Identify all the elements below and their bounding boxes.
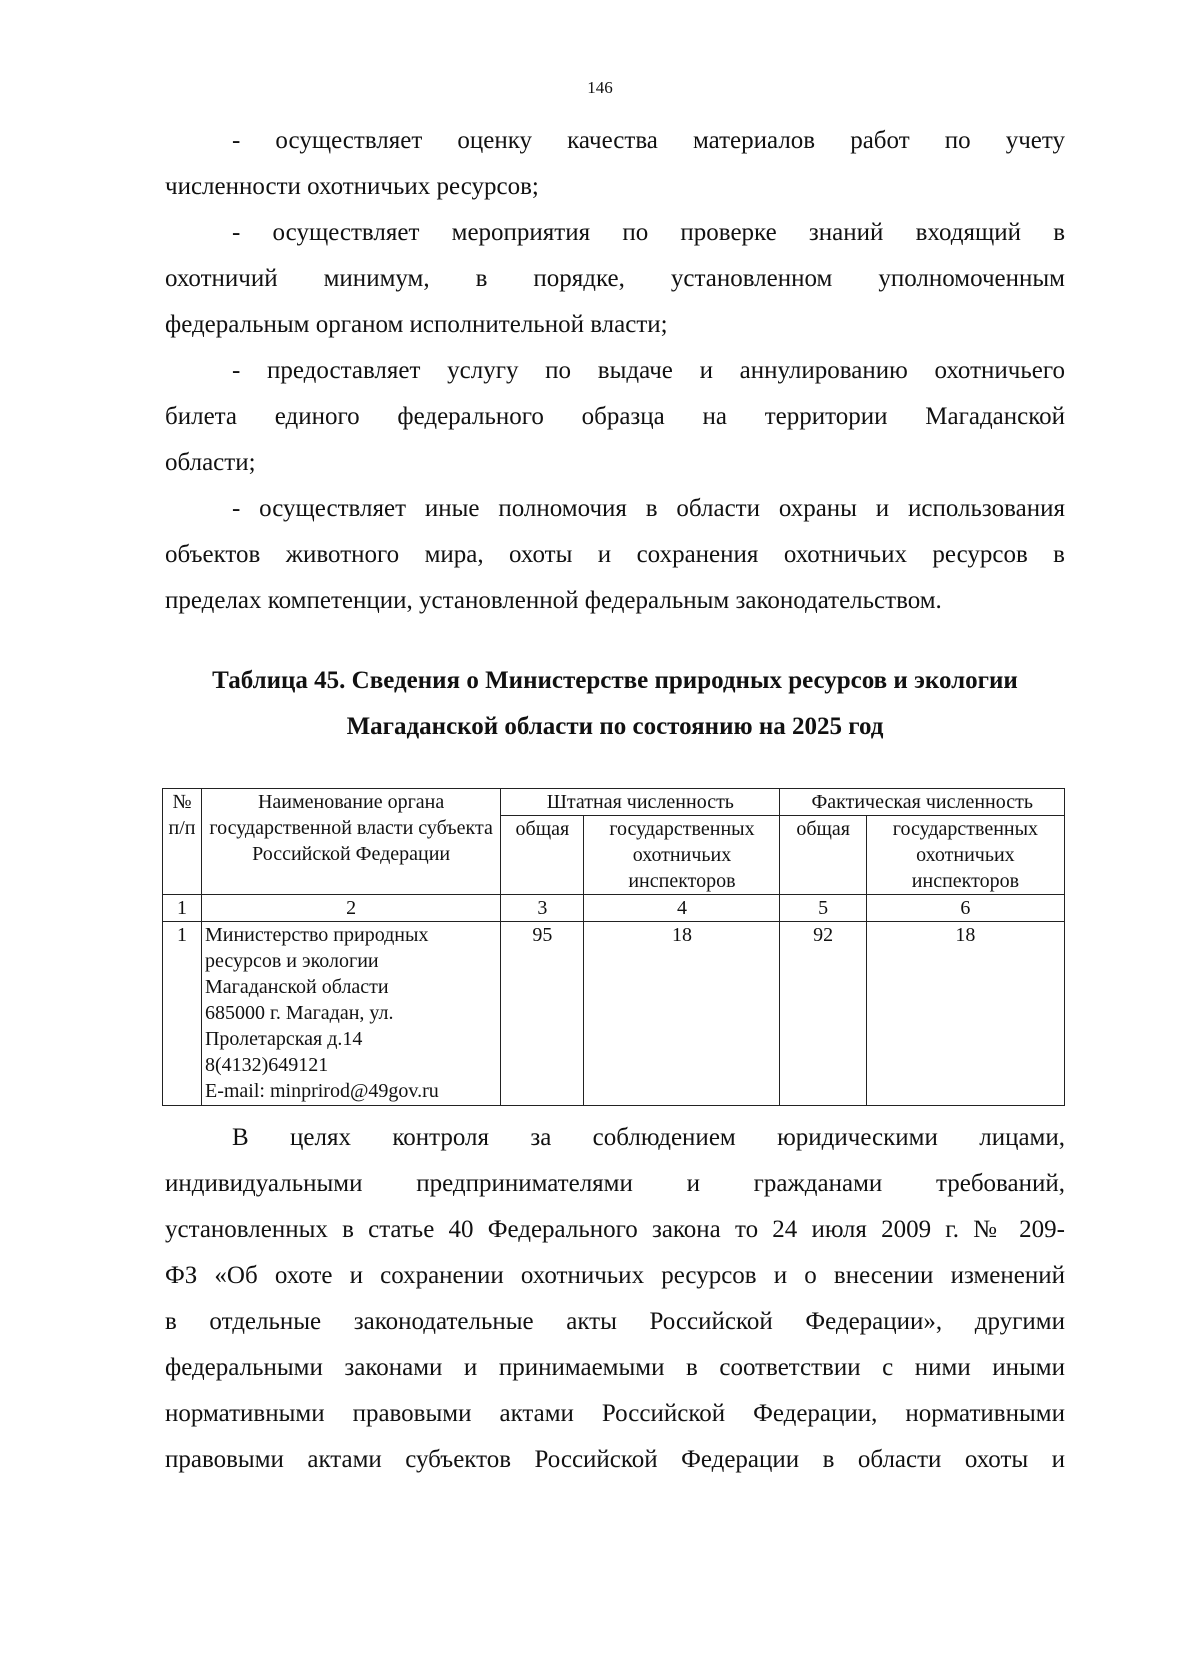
column-number: 2 xyxy=(201,895,500,922)
text-line: объектов животного мира, охоты и сохранения охотничьих ресурсов в xyxy=(165,541,1065,568)
row-name-line: Магаданской области xyxy=(204,976,389,998)
row-name xyxy=(201,922,500,1106)
paragraph-1 xyxy=(165,118,1065,210)
text-line: области; xyxy=(165,449,256,476)
paragraph-2 xyxy=(165,210,1065,348)
text-line: индивидуальными предпринимателями и гражданами требований, xyxy=(165,1170,1065,1197)
text-line: - осуществляет оценку качества материалов работ по учету xyxy=(232,127,1065,154)
paragraph-4 xyxy=(165,486,1065,624)
column-number: 6 xyxy=(866,895,1064,922)
table-title-line-1: Таблица 45. Сведения о Министерстве природных ресурсов и экологии xyxy=(212,667,1018,694)
paragraph-5 xyxy=(165,1115,1065,1483)
table-row xyxy=(163,922,1065,1106)
row-num: 1 xyxy=(163,922,202,1106)
text-line: в отдельные законодательные акты Российской Федерации», другими xyxy=(165,1308,1065,1335)
table-title xyxy=(165,658,1065,750)
column-number: 5 xyxy=(780,895,866,922)
header-staff-total: общая xyxy=(501,816,584,895)
text-line: установленных в статье 40 Федерального закона то 24 июля 2009 г. № 209- xyxy=(165,1216,1065,1243)
row-name-line: 685000 г. Магадан, ул. xyxy=(204,1002,394,1024)
header-staff-inspectors: государственных охотничьих инспекторов xyxy=(584,816,780,895)
row-name-line: Министерство природных xyxy=(204,924,429,946)
row-name-line: E-mail: minprirod@49gov.ru xyxy=(204,1080,439,1102)
text-line: федеральными законами и принимаемыми в соответствии с ними иными xyxy=(165,1354,1065,1381)
actual-total-value: 92 xyxy=(780,922,866,1106)
text-line: - осуществляет иные полномочия в области охраны и использования xyxy=(232,495,1065,522)
staff-total-value: 95 xyxy=(501,922,584,1106)
header-actual-inspectors: государственных охотничьих инспекторов xyxy=(866,816,1064,895)
column-number: 4 xyxy=(584,895,780,922)
header-num: № п/п xyxy=(163,789,202,895)
text-line: - осуществляет мероприятия по проверке знаний входящий в xyxy=(232,219,1065,246)
text-line: федеральным органом исполнительной власти; xyxy=(165,311,668,338)
text-line: ФЗ «Об охоте и сохранении охотничьих ресурсов и о внесении изменений xyxy=(165,1262,1065,1289)
row-name-line: 8(4132)649121 xyxy=(204,1054,329,1076)
column-number: 3 xyxy=(501,895,584,922)
paragraph-3 xyxy=(165,348,1065,486)
text-line: нормативными правовыми актами Российской Федерации, нормативными xyxy=(165,1400,1065,1427)
staff-inspectors-value: 18 xyxy=(584,922,780,1106)
header-name: Наименование органа государственной власти субъекта Российской Федерации xyxy=(201,789,500,895)
text-line: - предоставляет услугу по выдаче и аннулированию охотничьего xyxy=(232,357,1065,384)
ministry-table xyxy=(162,788,1065,1106)
text-line: билета единого федерального образца на территории Магаданской xyxy=(165,403,1065,430)
page-number: 146 xyxy=(587,78,613,97)
table-title-line-2: Магаданской области по состоянию на 2025 год xyxy=(346,713,884,740)
row-name-line: ресурсов и экологии xyxy=(204,950,379,972)
header-actual-total: общая xyxy=(780,816,866,895)
row-name-line: Пролетарская д.14 xyxy=(204,1028,363,1050)
column-number: 1 xyxy=(163,895,202,922)
text-line: В целях контроля за соблюдением юридическими лицами, xyxy=(232,1124,1065,1151)
actual-inspectors-value: 18 xyxy=(866,922,1064,1106)
text-line: пределах компетенции, установленной федеральным законодательством. xyxy=(165,587,942,614)
header-staff: Штатная численность xyxy=(501,789,780,816)
text-line: правовыми актами субъектов Российской Федерации в области охоты и xyxy=(165,1446,1065,1473)
header-actual: Фактическая численность xyxy=(780,789,1065,816)
text-line: охотничий минимум, в порядке, установленном уполномоченным xyxy=(165,265,1065,292)
text-line: численности охотничьих ресурсов; xyxy=(165,173,539,200)
